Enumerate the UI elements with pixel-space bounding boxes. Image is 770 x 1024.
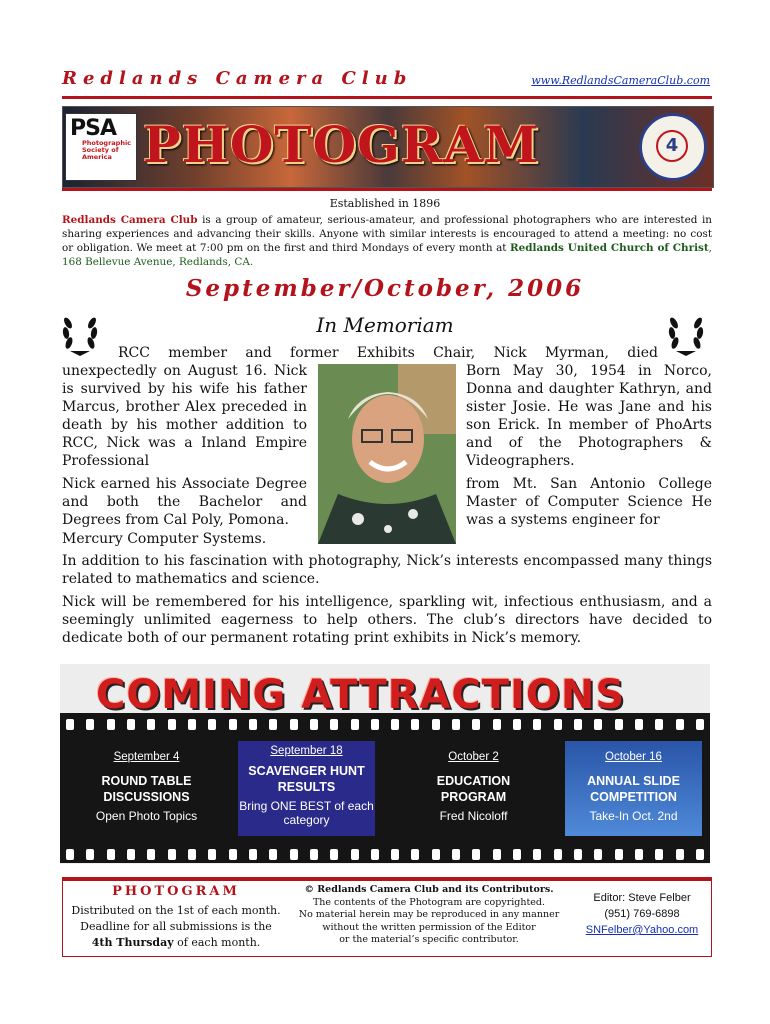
intro-text: is a group of amateur, serious-amateur, and professional photographers who are interested in sharing experiences and advancing their skills. Anyone with similar interests is encouraged to attend a meeting: no cost or obligation. We meet at 7:00 pm on the first and third Mondays of every month at xyxy=(62,214,713,254)
footer-rule xyxy=(63,878,711,881)
event-frame xyxy=(78,741,215,836)
memoriam-left-column: unexpectedly on August 16. Nick is survived by his wife his father Marcus, brother Alex preceded in death by his mother addition to RCC, Nick was a Inland Empire Professional xyxy=(62,363,307,469)
club-name: Redlands Camera Club xyxy=(62,68,413,89)
event-date: September 18 xyxy=(270,745,343,757)
event-title: ROUND TABLE DISCUSSIONS xyxy=(101,774,192,804)
banner-title: PHOTOGRAM xyxy=(143,115,540,174)
editor-name: Editor: Steve Felber xyxy=(593,892,691,904)
intro-club-name: Redlands Camera Club xyxy=(62,214,198,226)
footer-distributed: Distributed on the 1st of each month. xyxy=(71,904,281,917)
copyright-line: without the written permission of the Editor xyxy=(322,921,536,933)
coming-attractions-title: COMING ATTRACTIONS xyxy=(96,672,626,718)
intro-church: Redlands United Church of Christ xyxy=(510,242,709,254)
copyright-line: or the material’s specific contributor. xyxy=(339,934,519,945)
event-title: EDUCATION PROGRAM xyxy=(436,774,511,804)
footer-editor xyxy=(573,890,711,938)
copyright-line: No material herein may be reproduced in any manner xyxy=(298,909,560,920)
event-subtitle: Fred Nicoloff xyxy=(439,809,508,823)
footer-copyright xyxy=(293,884,565,947)
event-title: SCAVENGER HUNT RESULTS xyxy=(248,764,365,794)
copyright-line: The contents of the Photogram are copyrighted. xyxy=(312,896,546,908)
nick-myrman-photo xyxy=(318,364,456,544)
memoriam-paragraph-2: In addition to his fascination with photography, Nick’s interests encompassed many things related to mathematics and science. xyxy=(62,553,712,587)
event-frame xyxy=(238,741,375,836)
event-title: ANNUAL SLIDE COMPETITION xyxy=(587,774,680,804)
banner-rule xyxy=(62,188,712,191)
club-intro xyxy=(62,213,712,269)
footer-deadline: Deadline for all submissions is the 4th Thursday of each month. xyxy=(80,920,272,949)
film-strip xyxy=(60,713,710,863)
footer-newsletter-name: PHOTOGRAM xyxy=(112,884,240,899)
camera-club-seal-icon: 4 xyxy=(639,113,707,181)
psa-logo-text: PSA xyxy=(70,116,116,141)
memoriam-tail: Mercury Computer Systems. xyxy=(62,531,267,547)
memoriam-left-column-2: Nick earned his Associate Degree and both the Bachelor and Degrees from Cal Poly, Pomona. xyxy=(62,476,307,528)
memoriam-first-line: RCC member and former Exhibits Chair, Nick Myrman, died xyxy=(118,345,658,361)
event-date: September 4 xyxy=(113,751,180,763)
memoriam-paragraph-3: Nick will be remembered for his intelligence, sparkling wit, infectious enthusiasm, and a seemingly unlimited eagerness to help others. The club’s directors have decided to dedicate both of our permanent rotating print exhibits in Nick’s memory. xyxy=(62,594,712,646)
intro-address: , 168 Bellevue Avenue, Redlands, CA. xyxy=(62,242,712,268)
event-frame xyxy=(405,741,542,836)
established-line: Established in 1896 xyxy=(329,197,441,210)
header-rule xyxy=(62,96,712,99)
editor-phone: (951) 769-6898 xyxy=(604,908,680,920)
website-link[interactable]: www.RedlandsCameraClub.com xyxy=(531,74,710,87)
psa-logo-subtitle: Photographic Society of America xyxy=(82,139,132,161)
memoriam-heading: In Memoriam xyxy=(316,313,454,337)
event-frame xyxy=(565,741,702,836)
psa-logo xyxy=(65,113,137,181)
footer-distribution xyxy=(67,884,285,951)
copyright-title: © Redlands Camera Club and its Contributors. xyxy=(304,884,554,895)
footer-box xyxy=(62,877,712,957)
photogram-banner xyxy=(62,106,714,188)
issue-title: September/October, 2006 xyxy=(185,275,585,302)
event-subtitle: Open Photo Topics xyxy=(95,809,198,823)
film-sprocket-holes xyxy=(60,719,710,733)
event-date: October 16 xyxy=(605,751,662,763)
event-subtitle: Bring ONE BEST of each category xyxy=(239,799,374,827)
editor-email-link[interactable]: SNFelber@Yahoo.com xyxy=(585,924,699,936)
memoriam-right-column: Born May 30, 1954 in Norco, Donna and daughter Kathryn, and sister Josie. He was Jane and his son Erick. In member of PhoArts and of the Photographers & Videographers. xyxy=(466,363,712,469)
event-subtitle: Take-In Oct. 2nd xyxy=(589,809,678,823)
event-date: October 2 xyxy=(448,751,499,763)
memoriam-right-column-2: from Mt. San Antonio College Master of Computer Science He was a systems engineer for xyxy=(466,476,712,528)
film-sprocket-holes xyxy=(60,849,710,863)
